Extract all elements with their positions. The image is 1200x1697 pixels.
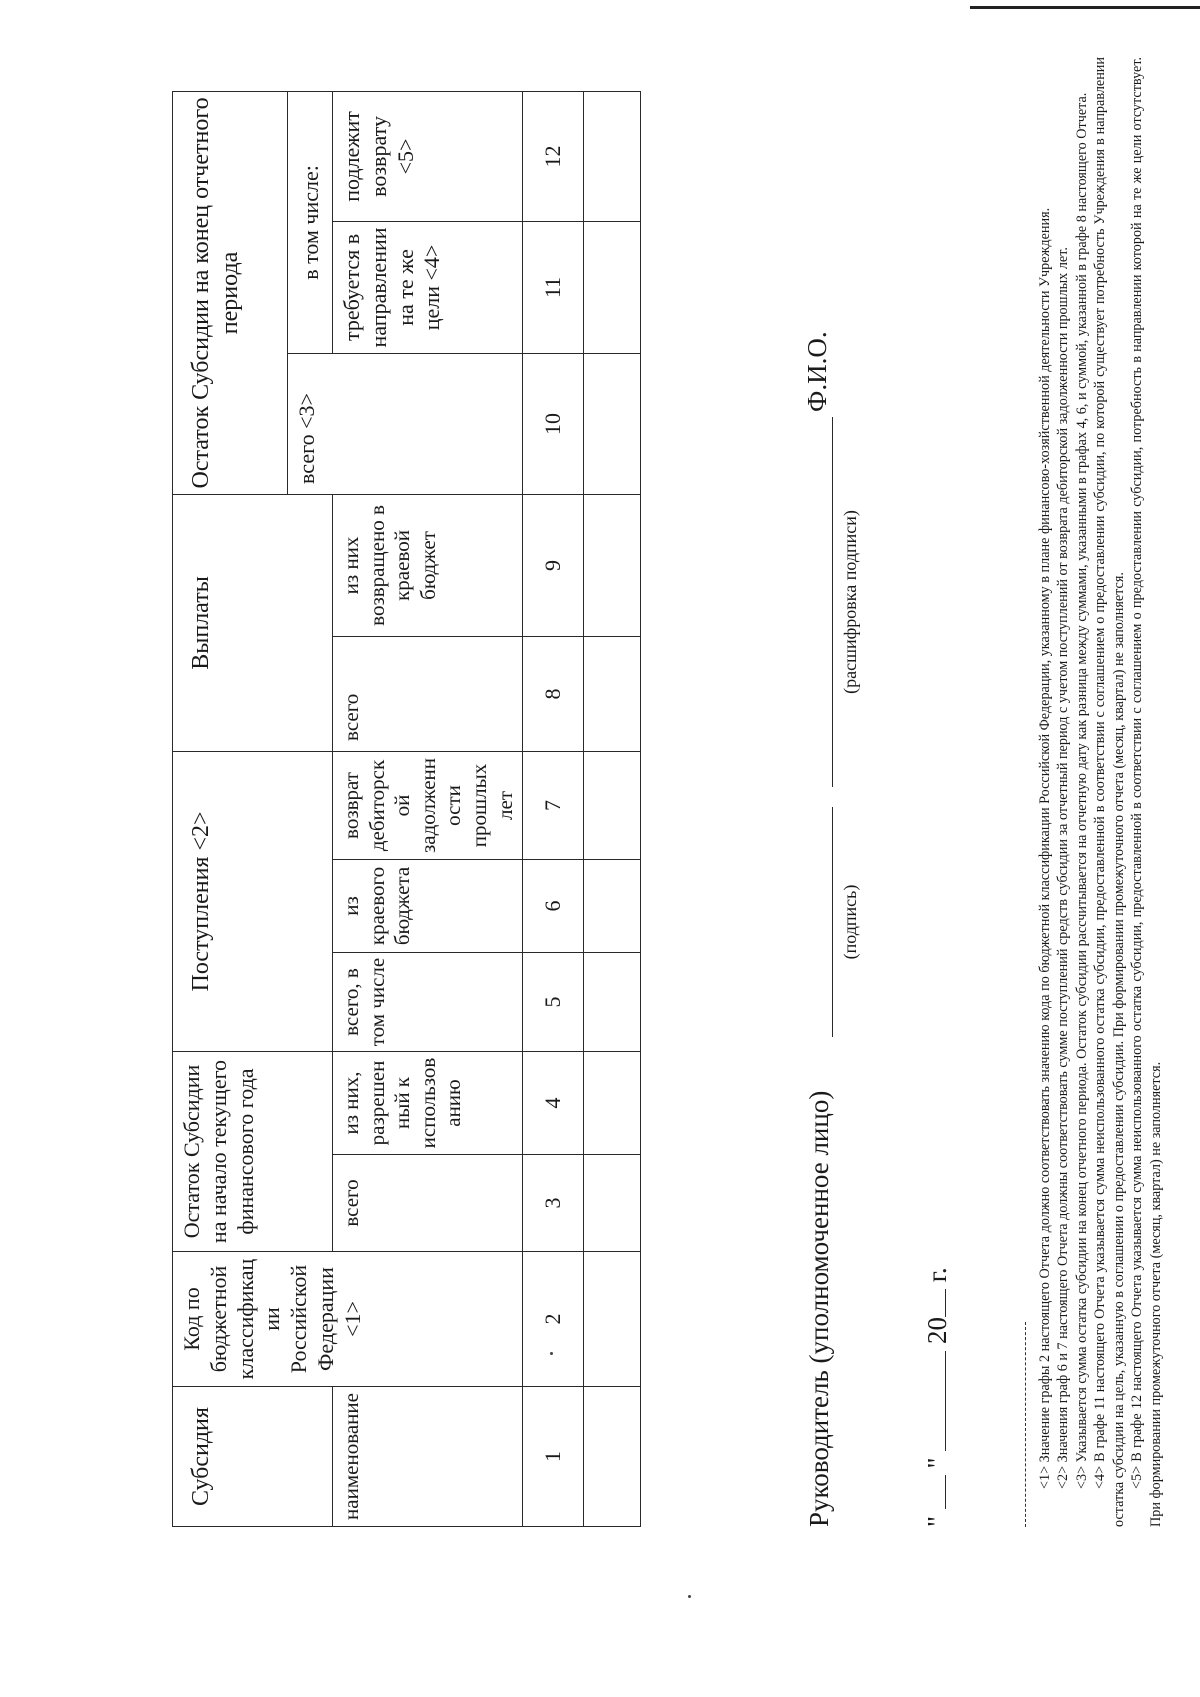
date-year-prefix: 20	[922, 1316, 952, 1344]
date-year-suffix: г.	[922, 1267, 952, 1283]
table-cell	[584, 221, 641, 353]
signatory-title: Руководитель (уполномоченное лицо)	[804, 1090, 834, 1527]
header-balance-end: Остаток Субсидии на конец отчетного периода	[173, 91, 288, 494]
col-number: 7	[523, 751, 584, 859]
table-cell	[584, 91, 641, 221]
date-quote-open: "	[922, 1515, 952, 1527]
header-budget-code: Код по бюджетной классификации Российской Федерации <1>	[173, 1252, 523, 1387]
footnote-1: <1> Значение графы 2 настоящего Отчета должно соответствовать значению кода по бюджетной классификации Российской Федерации, указанному в плане финансово-хозяйственной деятельности Учреждения.	[1037, 207, 1053, 1489]
col-number: 8	[523, 636, 584, 751]
table-cell	[584, 1052, 641, 1155]
date-quote-close: "	[922, 1457, 952, 1469]
table-cell	[584, 953, 641, 1052]
col-number: 6	[523, 860, 584, 953]
decode-line	[832, 417, 833, 787]
header-total-10: всего <3>	[288, 353, 523, 494]
footnotes	[1036, 57, 1165, 1527]
header-subsidy: Субсидия	[173, 1387, 333, 1527]
table-cell	[584, 353, 641, 494]
header-receipts: Поступления <2>	[173, 751, 333, 1051]
col-number: 10	[523, 353, 584, 494]
col-number: 4	[523, 1052, 584, 1155]
header-total-3: всего	[333, 1155, 523, 1252]
header-total-8: всего	[333, 636, 523, 751]
decode-caption: (расшифровка подписи)	[840, 510, 860, 694]
header-permitted: из них, разрешенный к использованию	[333, 1052, 523, 1155]
header-total-incl: всего, в том числе	[333, 953, 523, 1052]
signature-block	[800, 87, 960, 1527]
table-cell	[584, 860, 641, 953]
date-year-blank	[945, 1289, 946, 1317]
header-returned: из них возвращено в краевой бюджет	[333, 494, 523, 636]
header-to-return: подлежит возврату <5>	[333, 91, 523, 221]
date-day-blank	[945, 1475, 946, 1509]
date-month-blank	[945, 1351, 946, 1451]
footnote-3: <3> Указывается сумма остатка субсидии на конец отчетного периода. Остаток субсидии рассчитывается на отчетную дату как разница между суммами, указанными в графах 4, 6, и суммой, указанной в графе 8 настоящего Отчета.	[1073, 92, 1090, 1489]
header-including: в том числе:	[288, 91, 333, 353]
col-number: 3	[523, 1155, 584, 1252]
header-payments: Выплаты	[173, 494, 333, 751]
col-number: 11	[523, 221, 584, 353]
table-cell	[584, 636, 641, 751]
header-name: наименование	[333, 1387, 523, 1527]
date-line	[922, 1267, 953, 1527]
column-number-row	[523, 91, 584, 1526]
col-number: 2	[523, 1252, 584, 1387]
signatory-name: Ф.И.О.	[802, 331, 832, 412]
col-number: 1	[523, 1387, 584, 1527]
footnote-5: <5> В графе 12 настоящего Отчета указывается сумма неиспользованного остатка субсидии, предоставленной в соответствии с соглашением о предоставлении субсидии, потребность в направлении которой на те же цели отсутствует. При формировании промежуточного отчета (месяц, квартал) не заполняется.	[1129, 57, 1164, 1527]
col-number: 12	[523, 91, 584, 221]
footnote-4: <4> В графе 11 настоящего Отчета указывается сумма неиспользованного остатка субсидии, предоставленной в соответствии с соглашением о предоставлении субсидии, по которой существует потребность Учреждения в направлении остатка субсидии на цель, указанную в соглашении о предоставлении субсидии. При формировании промежуточного отчета (месяц, квартал) не заполняется.	[1092, 57, 1127, 1527]
footnote-separator	[1025, 1322, 1026, 1527]
header-balance-start: Остаток Субсидии на начало текущего финансового года	[173, 1052, 333, 1252]
signature-line	[832, 807, 833, 1037]
table-cell	[584, 751, 641, 859]
table-cell	[584, 1387, 641, 1527]
header-from-regional: из краевого бюджета	[333, 860, 523, 953]
col-number: 5	[523, 953, 584, 1052]
table-cell	[584, 1155, 641, 1252]
table-cell	[584, 1252, 641, 1387]
table-header-row	[173, 91, 288, 1526]
signature-caption: (подпись)	[840, 884, 860, 960]
header-return-debt: возврат дебиторской задолженности прошлых лет	[333, 751, 523, 859]
table-cell	[584, 494, 641, 636]
header-required: требуется в направлении на те же цели <4>	[333, 221, 523, 353]
table-row	[584, 91, 641, 1526]
subsidy-report-table	[172, 91, 641, 1527]
footnote-2: <2> Значения граф 6 и 7 настоящего Отчета должны соответствовать сумме поступлений средств субсидии за отчетный период с учетом поступлений от возврата дебиторской задолженности прошлых лет.	[1055, 247, 1072, 1489]
col-number: 9	[523, 494, 584, 636]
